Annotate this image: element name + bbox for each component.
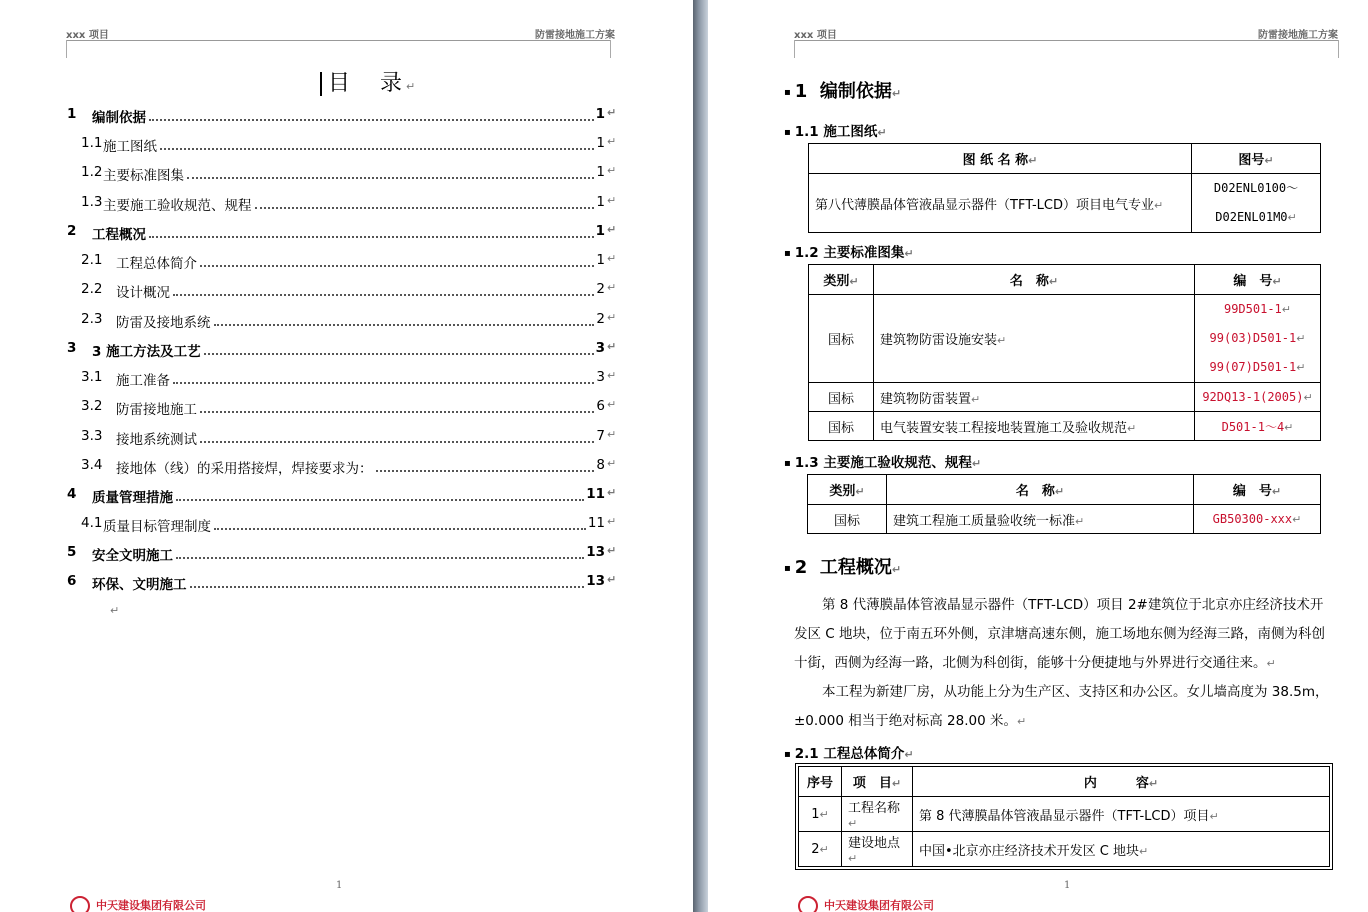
toc-entry[interactable] — [0, 428, 693, 448]
atlas-header-category: 类别↵ — [809, 265, 874, 295]
spec-cell-name[interactable]: 建筑工程施工质量验收统一标准↵ — [887, 505, 1194, 534]
toc-entry-number: 1 — [67, 106, 77, 122]
toc-entry[interactable] — [0, 106, 693, 126]
header-right-text: 防雷接地施工方案 — [535, 30, 615, 41]
toc-leader-dots — [173, 382, 594, 384]
toc-entry[interactable] — [0, 369, 693, 389]
toc-entry[interactable] — [0, 311, 693, 331]
overview-cell-no[interactable]: 1↵ — [799, 797, 842, 832]
overview-cell-no[interactable]: 2↵ — [799, 832, 842, 867]
toc-entry-text: 施工图纸 — [103, 139, 157, 155]
paragraph-mark: ↵ — [607, 486, 617, 499]
spec-cell-code[interactable]: GB50300-xxx↵ — [1194, 505, 1321, 534]
toc-entry-number: 1.1 — [81, 135, 103, 151]
atlas-cell-category[interactable]: 国标 — [809, 383, 874, 412]
overview-paragraph-1[interactable]: 第 8 代薄膜晶体管液晶显示器件（TFT-LCD）项目 2#建筑位于北京亦庄经济技术开发区 C 地块，位于南五环外侧，京津塘高速东侧，施工场地东侧为经海三路，南侧为科创十街，西侧为经海一路，北侧为科创街，能够十分便捷地与外界进行交通往来。↵ — [794, 597, 1326, 671]
overview-cell-item[interactable]: 建设地点↵ — [842, 832, 913, 867]
heading-1-3[interactable]: ▪ 1.3 主要施工验收规范、规程↵ — [784, 455, 982, 471]
margin-corner-left-right — [772, 40, 795, 58]
toc-entry-number: 2.3 — [81, 311, 103, 327]
toc-entry-page: 2 — [596, 311, 605, 327]
toc-entry-text: 防雷接地施工 — [116, 402, 197, 418]
paragraph-mark: ↵ — [607, 515, 617, 528]
toc-entry[interactable] — [0, 544, 693, 564]
page-gutter — [693, 0, 708, 912]
toc-entry-number: 3.4 — [81, 457, 103, 473]
toc-entry[interactable] — [0, 281, 693, 301]
header-right-text-right: 防雷接地施工方案 — [1258, 30, 1338, 41]
atlas-cell-category[interactable]: 国标 — [809, 295, 874, 383]
toc-leader-dots — [200, 411, 594, 413]
toc-entry[interactable] — [0, 398, 693, 418]
toc-entry-text: 防雷及接地系统 — [116, 315, 211, 331]
toc-entry-page: 1 — [596, 164, 605, 180]
logo-icon — [798, 896, 818, 912]
toc-entry-number: 2 — [67, 223, 77, 239]
paragraph-mark: ↵ — [607, 428, 617, 441]
overview-header-no: 序号 — [799, 767, 842, 797]
paragraph-mark: ↵ — [607, 164, 617, 177]
toc-entry-page: 6 — [596, 398, 605, 414]
overview-cell-content[interactable]: 第 8 代薄膜晶体管液晶显示器件（TFT-LCD）项目↵ — [913, 797, 1330, 832]
drawings-cell-code[interactable]: D02ENL0100～ D02ENL01M0↵ — [1192, 174, 1321, 233]
paragraph-mark: ↵ — [607, 252, 617, 265]
atlas-table — [808, 264, 1321, 441]
toc-leader-dots — [149, 119, 594, 121]
toc-entry[interactable] — [0, 164, 693, 184]
toc-entry-text: 质量管理措施 — [92, 490, 173, 506]
paragraph-mark: ↵ — [607, 457, 617, 470]
toc-entry-text: 主要施工验收规范、规程 — [103, 198, 252, 214]
toc-entry-number: 3.1 — [81, 369, 103, 385]
toc-entry[interactable] — [0, 486, 693, 506]
atlas-cell-name[interactable]: 建筑物防雷装置↵ — [874, 383, 1195, 412]
toc-entry-number: 2.2 — [81, 281, 103, 297]
paragraph-mark: ↵ — [110, 604, 120, 617]
toc-entry-page: 8 — [596, 457, 605, 473]
heading-2[interactable]: ▪ 2 工程概况↵ — [784, 557, 902, 578]
toc-entry-page: 1 — [596, 135, 605, 151]
drawings-table — [808, 143, 1321, 233]
toc-leader-dots — [176, 499, 584, 501]
toc-leader-dots — [173, 294, 594, 296]
toc-entry-text: 接地体（线）的采用搭接焊，焊接要求为： — [116, 461, 373, 477]
toc-entry-text: 设计概况 — [116, 285, 170, 301]
toc-leader-dots — [214, 324, 594, 326]
toc-leader-dots — [200, 265, 594, 267]
overview-cell-content[interactable]: 中国•北京亦庄经济技术开发区 C 地块↵ — [913, 832, 1330, 867]
margin-corner-right — [610, 40, 633, 58]
drawings-header-code: 图号↵ — [1192, 144, 1321, 174]
toc-entry[interactable] — [0, 573, 693, 593]
spec-header-name: 名 称↵ — [887, 475, 1194, 505]
paragraph-mark: ↵ — [607, 194, 617, 207]
overview-table — [798, 766, 1330, 867]
overview-paragraph-2[interactable]: 本工程为新建厂房，从功能上分为生产区、支持区和办公区。女儿墙高度为 38.5m，±0.000 相当于绝对标高 28.00 米。↵ — [794, 684, 1329, 729]
atlas-cell-name[interactable]: 电气装置安装工程接地装置施工及验收规范↵ — [874, 412, 1195, 441]
toc-entry-page: 1 — [595, 106, 605, 122]
toc-entry-page: 11 — [587, 515, 605, 531]
heading-1-1[interactable]: ▪ 1.1 施工图纸↵ — [784, 124, 887, 140]
toc-entry-page: 3 — [595, 340, 605, 356]
toc-entry-number: 3 — [67, 340, 77, 356]
paragraph-mark: ↵ — [607, 281, 617, 294]
toc-entry-page: 2 — [596, 281, 605, 297]
toc-entry-text: 工程总体简介 — [116, 256, 197, 272]
toc-entry-number: 1.2 — [81, 164, 103, 180]
header-left-text: xxx 项目 — [66, 30, 109, 41]
toc-entry-page: 1 — [596, 194, 605, 210]
paragraph-mark: ↵ — [607, 398, 617, 411]
toc-entry-page: 11 — [586, 486, 605, 502]
page-number-right: 1 — [1064, 880, 1071, 891]
heading-1-2[interactable]: ▪ 1.2 主要标准图集↵ — [784, 245, 914, 261]
text-cursor — [320, 72, 322, 96]
toc-entry-number: 3.3 — [81, 428, 103, 444]
toc-leader-dots — [376, 470, 594, 472]
page-number: 1 — [336, 880, 343, 891]
toc-entry-text: 施工准备 — [116, 373, 170, 389]
margin-corner-right-right — [1338, 40, 1361, 58]
header-rule — [66, 40, 611, 41]
toc-entry[interactable] — [0, 223, 693, 243]
toc-entry-number: 1.3 — [81, 194, 103, 210]
atlas-header-code: 编 号↵ — [1195, 265, 1321, 295]
toc-leader-dots — [255, 207, 594, 209]
toc-leader-dots — [200, 441, 594, 443]
atlas-cell-code[interactable]: D501-1～4↵ — [1195, 412, 1321, 441]
toc-entry-number: 4 — [67, 486, 77, 502]
toc-entry[interactable] — [0, 457, 693, 477]
toc-entry-text: 接地系统测试 — [116, 432, 197, 448]
toc-entry-page: 1 — [595, 223, 605, 239]
spec-table — [807, 474, 1321, 534]
paragraph-mark: ↵ — [607, 544, 617, 557]
toc-leader-dots — [176, 557, 584, 559]
toc-entry[interactable] — [0, 135, 693, 155]
toc-title[interactable]: 目 录↵ — [320, 66, 419, 97]
overview-header-item: 项 目↵ — [842, 767, 913, 797]
toc-leader-dots — [190, 586, 584, 588]
atlas-cell-code[interactable]: 92DQ13-1(2005)↵ — [1195, 383, 1321, 412]
overview-cell-item[interactable]: 工程名称↵ — [842, 797, 913, 832]
toc-entry-page: 3 — [596, 369, 605, 385]
toc-entry-page: 13 — [586, 544, 605, 560]
right-page — [708, 0, 1368, 912]
drawings-header-name: 图 纸 名 称↵ — [809, 144, 1192, 174]
atlas-header-name: 名 称↵ — [874, 265, 1195, 295]
header-rule-right — [794, 40, 1339, 41]
toc-entry-number: 6 — [67, 573, 77, 589]
toc-entry[interactable] — [0, 252, 693, 272]
paragraph-mark: ↵ — [607, 311, 617, 324]
paragraph-mark: ↵ — [607, 106, 617, 119]
paragraph-mark: ↵ — [607, 573, 617, 586]
atlas-cell-code[interactable]: 99D501-1↵ 99(03)D501-1↵ 99(07)D501-1↵ — [1195, 295, 1321, 383]
toc-entry-number: 2.1 — [81, 252, 103, 268]
company-logo: 中天建设集团有限公司 — [70, 896, 206, 912]
paragraph-mark: ↵ — [607, 340, 617, 353]
toc-entry[interactable] — [0, 515, 693, 535]
toc-entry-text: 主要标准图集 — [103, 168, 184, 184]
toc-leader-dots — [149, 236, 594, 238]
overview-header-content: 内 容↵ — [913, 767, 1330, 797]
toc-entry-text: 编制依据 — [92, 110, 146, 126]
toc-entry-text: 环保、文明施工 — [92, 577, 187, 593]
toc-leader-dots — [160, 148, 594, 150]
toc-entry-text: 3 施工方法及工艺 — [92, 344, 201, 360]
atlas-cell-name[interactable]: 建筑物防雷设施安装↵ — [874, 295, 1195, 383]
toc-entry[interactable] — [0, 340, 693, 360]
heading-2-1[interactable]: ▪ 2.1 工程总体简介↵ — [784, 746, 914, 762]
toc-leader-dots — [204, 353, 594, 355]
toc-entry-number: 4.1 — [81, 515, 103, 531]
toc-entry-number: 5 — [67, 544, 77, 560]
toc-entry-page: 7 — [596, 428, 605, 444]
toc-entry-text: 质量目标管理制度 — [103, 519, 211, 535]
spec-cell-category[interactable]: 国标 — [808, 505, 887, 534]
paragraph-mark: ↵ — [607, 223, 617, 236]
toc-entry-page: 13 — [586, 573, 605, 589]
header-left-text-right: xxx 项目 — [794, 30, 837, 41]
toc-entry[interactable] — [0, 194, 693, 214]
atlas-cell-category[interactable]: 国标 — [809, 412, 874, 441]
toc-leader-dots — [214, 528, 586, 530]
toc-entry-text: 安全文明施工 — [92, 548, 173, 564]
toc-entry-page: 1 — [596, 252, 605, 268]
spec-header-code: 编 号↵ — [1194, 475, 1321, 505]
paragraph-mark: ↵ — [607, 369, 617, 382]
paragraph-mark: ↵ — [607, 135, 617, 148]
heading-1[interactable]: ▪ 1 编制依据↵ — [784, 81, 902, 102]
toc-entry-text: 工程概况 — [92, 227, 146, 243]
logo-icon — [70, 896, 90, 912]
margin-corner-left — [44, 40, 67, 58]
toc-leader-dots — [187, 177, 594, 179]
drawings-cell-name[interactable]: 第八代薄膜晶体管液晶显示器件（TFT-LCD）项目电气专业↵ — [809, 174, 1192, 233]
toc-entry-number: 3.2 — [81, 398, 103, 414]
company-logo-right: 中天建设集团有限公司 — [798, 896, 934, 912]
spec-header-category: 类别↵ — [808, 475, 887, 505]
